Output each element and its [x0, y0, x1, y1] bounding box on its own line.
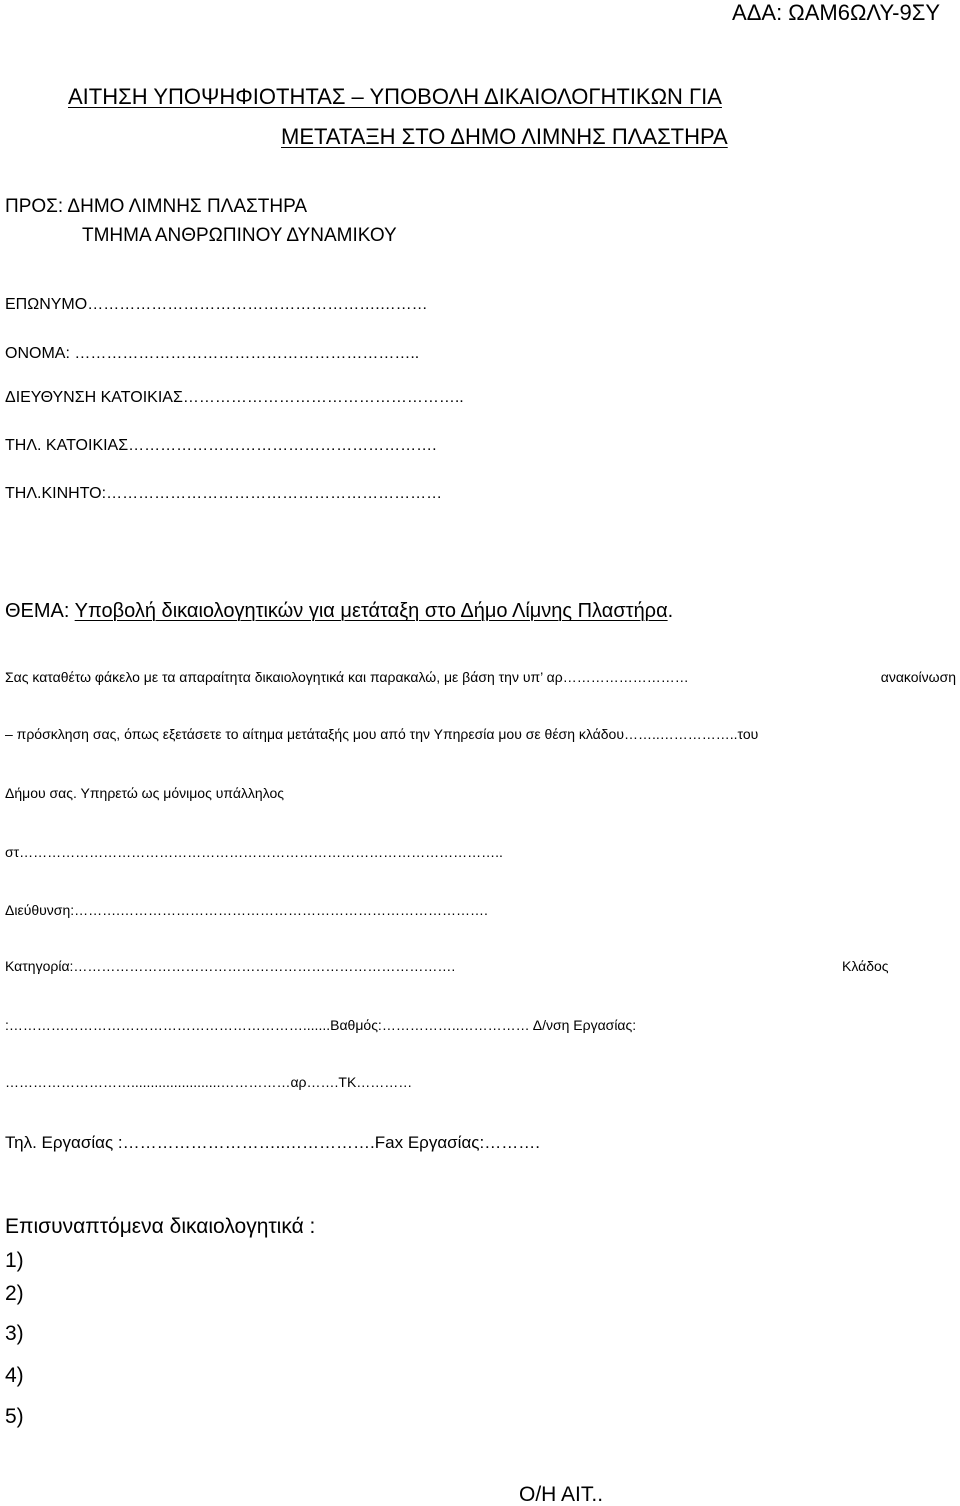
- attachment-item: 3): [5, 1322, 24, 1345]
- name-field: ΟΝΟΜΑ: ………………………………………………………..: [5, 345, 420, 362]
- body-line-1: Σας καταθέτω φάκελο με τα απαραίτητα δικαιολογητικά και παρακαλώ, με βάση την υπ’ αρ………………………: [5, 669, 689, 685]
- attachment-item: 1): [5, 1249, 24, 1272]
- mobile-field: ΤΗΛ.ΚΙΝΗΤΟ:………………………………………………………: [5, 485, 443, 502]
- address-field: ΔΙΕΥΘΥΝΣΗ ΚΑΤΟΙΚΙΑΣ……………………………………………..: [5, 389, 464, 406]
- service-field: στ…………………………………………………………………………………………..: [5, 844, 503, 860]
- attachment-item: 2): [5, 1282, 24, 1305]
- subject-text: Υποβολή δικαιολογητικών για μετάταξη στο Δήμο Λίμνης Πλαστήρα: [74, 600, 668, 622]
- body-line-2: – πρόσκληση σας, όπως εξετάσετε το αίτημα μετάταξής μου από την Υπηρεσία μου σε θέση κλάδου……..……………..του: [5, 726, 759, 742]
- surname-field: ΕΠΩΝΥΜΟ……………………………………………….………: [5, 296, 428, 313]
- body-line-3: Δήμου σας. Υπηρετώ ως μόνιμος υπάλληλος: [5, 785, 285, 801]
- subject-label: ΘΕΜΑ:: [5, 600, 75, 622]
- body-line-1-right: ανακοίνωση: [880, 669, 956, 685]
- subject-end: .: [667, 600, 674, 622]
- home-phone-field: ΤΗΛ. ΚΑΤΟΙΚΙΑΣ………………………………………………….: [5, 437, 437, 454]
- title-line-2: ΜΕΤΑΤΑΞΗ ΣΤΟ ΔΗΜΟ ΛΙΜΝΗΣ ΠΛΑΣΤΗΡΑ: [281, 124, 728, 149]
- attachments-title: Επισυναπτόμενα δικαιολογητικά :: [5, 1215, 316, 1238]
- ada-code: ΑΔΑ: ΩΑΜ6ΩΛΥ-9ΣΥ: [732, 0, 940, 25]
- attachment-item: 4): [5, 1364, 24, 1387]
- work-phone-fax-field: Τηλ. Εργασίας :………………………..…………….Fax Εργασίας:……….: [5, 1133, 540, 1152]
- title-line-1: ΑΙΤΗΣΗ ΥΠΟΨΗΦΙΟΤΗΤΑΣ – ΥΠΟΒΟΛΗ ΔΙΚΑΙΟΛΟΓΗΤΙΚΩΝ ΓΙΑ: [68, 84, 722, 109]
- grade-address-field: :……………………………………………………….......Βαθμός:……………..…………… Δ/νση Εργασίας:: [5, 1017, 637, 1033]
- category-field: Κατηγορία:……………………………………………………………………….: [5, 958, 456, 974]
- recipient-line-1: ΠΡΟΣ: ΔΗΜΟ ΛΙΜΝΗΣ ΠΛΑΣΤΗΡΑ: [5, 196, 308, 217]
- recipient-line-2: ΤΜΗΜΑ ΑΝΘΡΩΠΙΝΟΥ ΔΥΝΑΜΙΚΟΥ: [82, 225, 397, 246]
- branch-label: Κλάδος: [842, 958, 889, 974]
- postcode-field: ……………………….......................……………αρ…….ΤΚ…………: [5, 1074, 413, 1090]
- directorate-field: Διεύθυνση:……….…………………………………………………………………….: [5, 902, 488, 918]
- attachment-item: 5): [5, 1405, 24, 1428]
- subject-line: [5, 601, 673, 621]
- signature: Ο/Η ΑΙΤ..: [519, 1483, 604, 1506]
